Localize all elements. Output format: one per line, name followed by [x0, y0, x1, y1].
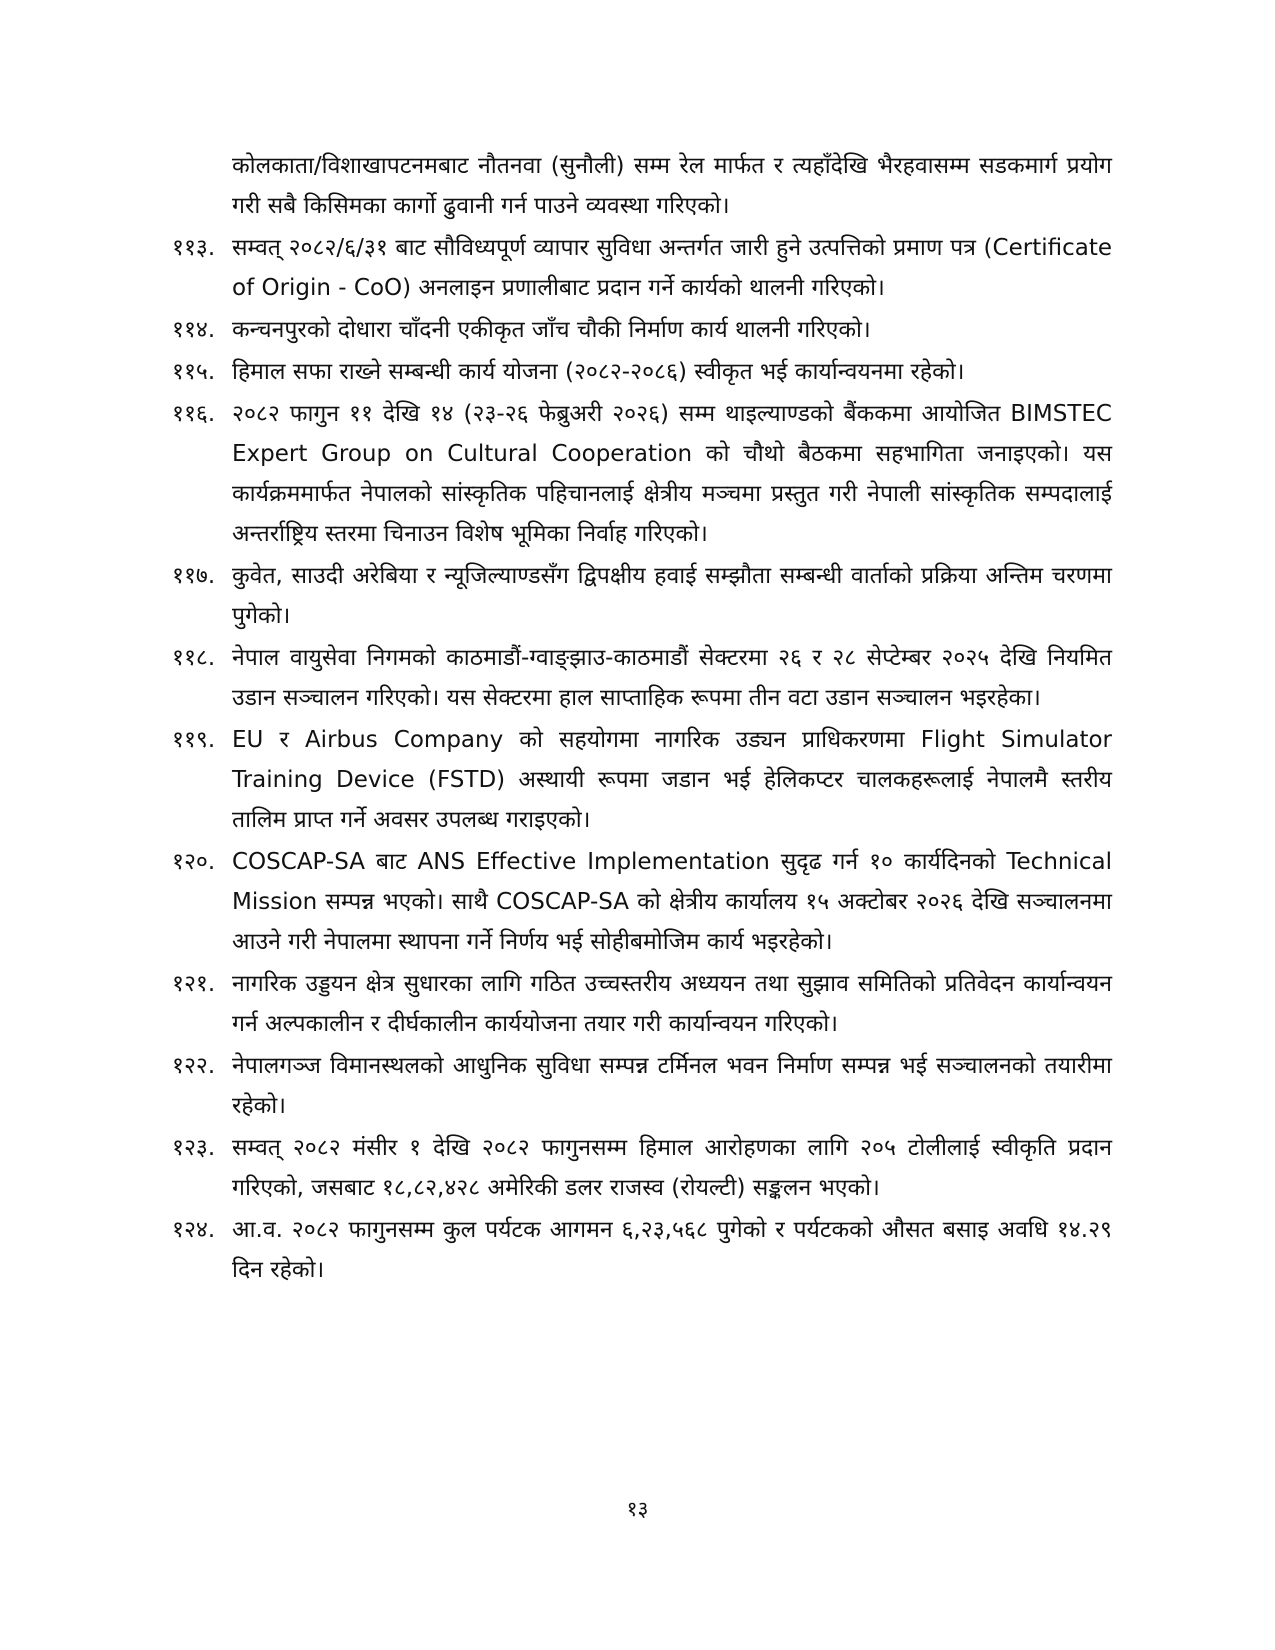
list-item	[172, 310, 1112, 350]
item-text: नेपाल वायुसेवा निगमको काठमाडौं-ग्वाङ्झाउ-काठमाडौं सेक्टरमा २६ र २८ सेप्टेम्बर २०२५ देखि नियमित उडान सञ्चालन गरिएको। यस सेक्टरमा हाल साप्ताहिक रूपमा तीन वटा उडान सञ्चालन भइरहेका।	[232, 645, 1112, 711]
item-number: ११४.	[172, 317, 216, 343]
list-item	[172, 1046, 1112, 1126]
item-number: १२१.	[172, 971, 216, 997]
page-number: १३	[626, 1497, 649, 1521]
item-text: सम्वत् २०८२ मंसीर १ देखि २०८२ फागुनसम्म हिमाल आरोहणका लागि २०५ टोलीलाई स्वीकृति प्रदान गरिएको, जसबाट १८,८२,४२८ अमेरिकी डलर राजस्व (रोयल्टी) सङ्कलन भएको।	[232, 1135, 1112, 1201]
numbered-list	[172, 228, 1112, 1290]
list-item	[172, 964, 1112, 1044]
item-number: १२३.	[172, 1135, 216, 1161]
page-content	[172, 146, 1112, 1292]
item-text: २०८२ फागुन ११ देखि १४ (२३-२६ फेब्रुअरी २०२६) सम्म थाइल्याण्डको बैंककमा आयोजित BIMSTEC Expert Group on Cultural Cooperation को चौथो बैठकमा सहभागिता जनाइएको। यस कार्यक्रममार्फत नेपालको सांस्कृतिक पहिचानलाई क्षेत्रीय मञ्चमा प्रस्तुत गरी नेपाली सांस्कृतिक सम्पदालाई अन्तर्राष्ट्रिय स्तरमा चिनाउन विशेष भूमिका निर्वाह गरिएको।	[232, 401, 1112, 547]
item-number: ११७.	[172, 563, 216, 589]
item-text: COSCAP-SA बाट ANS Effective Implementation सुदृढ गर्न १० कार्यदिनको Technical Mission सम्पन्न भएको। साथै COSCAP-SA को क्षेत्रीय कार्यालय १५ अक्टोबर २०२६ देखि सञ्चालनमा आउने गरी नेपालमा स्थापना गर्ने निर्णय भई सोहीबमोजिम कार्य भइरहेको।	[232, 849, 1112, 955]
list-item	[172, 556, 1112, 636]
list-item	[172, 394, 1112, 554]
item-number: १२२.	[172, 1053, 216, 1079]
item-text: आ.व. २०८२ फागुनसम्म कुल पर्यटक आगमन ६,२३,५६८ पुगेको र पर्यटकको औसत बसाइ अवधि १४.२९ दिन रहेको।	[232, 1217, 1112, 1283]
list-item	[172, 1210, 1112, 1290]
item-number: १२४.	[172, 1217, 216, 1243]
list-item	[172, 352, 1112, 392]
item-text: कुवेत, साउदी अरेबिया र न्यूजिल्याण्डसँग द्विपक्षीय हवाई सम्झौता सम्बन्धी वार्ताको प्रक्रिया अन्तिम चरणमा पुगेको।	[232, 563, 1112, 629]
item-text: EU र Airbus Company को सहयोगमा नागरिक उड्यन प्राधिकरणमा Flight Simulator Training Device (FSTD) अस्थायी रूपमा जडान भई हेलिकप्टर चालकहरूलाई नेपालमै स्तरीय तालिम प्राप्त गर्ने अवसर उपलब्ध गराइएको।	[232, 727, 1112, 833]
item-text: हिमाल सफा राख्ने सम्बन्धी कार्य योजना (२०८२-२०८६) स्वीकृत भई कार्यान्वयनमा रहेको।	[232, 359, 965, 385]
item-number: १२०.	[172, 849, 216, 875]
item-text: सम्वत् २०८२/६/३१ बाट सौविध्यपूर्ण व्यापार सुविधा अन्तर्गत जारी हुने उत्पत्तिको प्रमाण पत्र (Certificate of Origin - CoO) अनलाइन प्रणालीबाट प्रदान गर्ने कार्यको थालनी गरिएको।	[232, 235, 1112, 301]
list-item	[172, 842, 1112, 962]
item-text: नागरिक उड्डयन क्षेत्र सुधारका लागि गठित उच्चस्तरीय अध्ययन तथा सुझाव समितिको प्रतिवेदन कार्यान्वयन गर्न अल्पकालीन र दीर्घकालीन कार्ययोजना तयार गरी कार्यान्वयन गरिएको।	[232, 971, 1112, 1037]
continued-paragraph: कोलकाता/विशाखापटनमबाट नौतनवा (सुनौली) सम्म रेल मार्फत र त्यहाँदेखि भैरहवासम्म सडकमार्ग प्रयोग गरी सबै किसिमका कार्गो ढुवानी गर्न पाउने व्यवस्था गरिएको।	[232, 153, 1112, 219]
list-item	[172, 1128, 1112, 1208]
item-number: ११५.	[172, 359, 216, 385]
item-number: ११६.	[172, 401, 216, 427]
item-text: नेपालगञ्ज विमानस्थलको आधुनिक सुविधा सम्पन्न टर्मिनल भवन निर्माण सम्पन्न भई सञ्चालनको तयारीमा रहेको।	[232, 1053, 1112, 1119]
item-number: ११३.	[172, 235, 216, 261]
list-item	[172, 720, 1112, 840]
item-text: कन्चनपुरको दोधारा चाँदनी एकीकृत जाँच चौकी निर्माण कार्य थालनी गरिएको।	[232, 317, 871, 343]
list-item	[172, 638, 1112, 718]
list-item	[172, 228, 1112, 308]
item-number: ११९.	[172, 727, 216, 753]
item-number: ११८.	[172, 645, 216, 671]
